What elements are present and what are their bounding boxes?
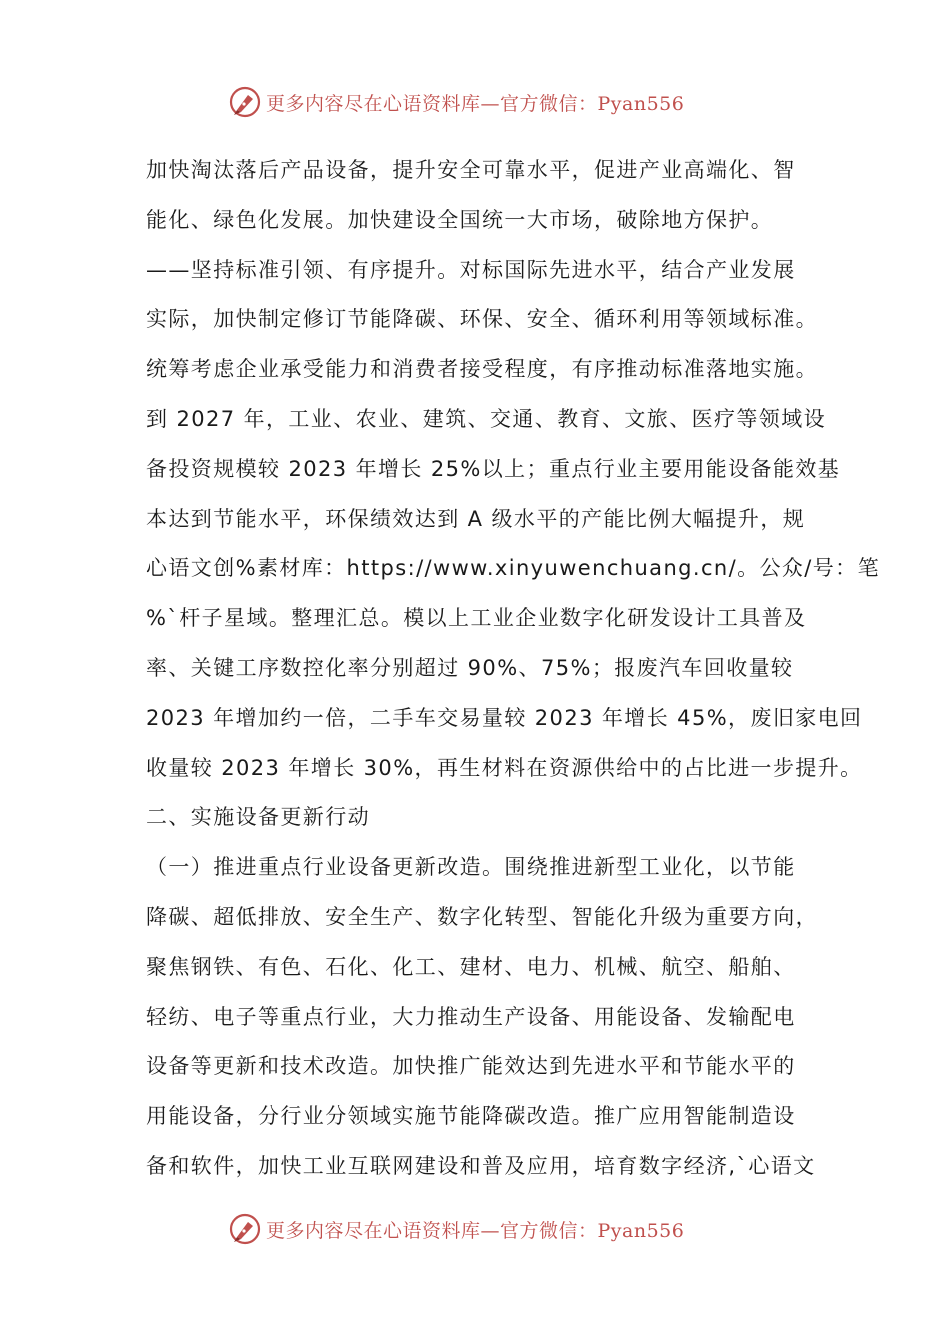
pen-nib-logo-icon xyxy=(228,1212,262,1246)
body-line: 收量较 2023 年增长 30%，再生材料在资源供给中的占比进一步提升。 xyxy=(146,755,863,780)
footer-watermark-banner xyxy=(228,1209,748,1249)
body-line: 能化、绿色化发展。加快建设全国统一大市场，破除地方保护。 xyxy=(146,207,774,232)
body-line: 加快淘汰落后产品设备，提升安全可靠水平，促进产业高端化、智 xyxy=(146,158,796,182)
body-line: 2023 年增加约一倍，二手车交易量较 2023 年增长 45%，废旧家电回 xyxy=(146,705,863,730)
body-line: 备和软件，加快工业互联网建设和普及应用，培育数字经济,`心语文 xyxy=(146,1153,816,1178)
body-line: %`杆子星域。整理汇总。模以上工业企业数字化研发设计工具普及 xyxy=(146,606,807,631)
body-line: 备投资规模较 2023 年增长 25%以上；重点行业主要用能设备能效基 xyxy=(146,456,841,481)
pen-nib-logo-icon xyxy=(228,85,262,119)
document-body xyxy=(146,146,880,1192)
body-line: 实际，加快制定修订节能降碳、环保、安全、循环利用等领域标准。 xyxy=(146,307,818,332)
section-heading: 二、实施设备更新行动 xyxy=(146,805,370,830)
header-watermark-banner xyxy=(228,82,748,122)
body-line: 降碳、超低排放、安全生产、数字化转型、智能化升级为重要方向， xyxy=(146,904,818,929)
body-line: 到 2027 年，工业、农业、建筑、交通、教育、文旅、医疗等领域设 xyxy=(146,406,826,431)
body-line: 设备等更新和技术改造。加快推广能效达到先进水平和节能水平的 xyxy=(146,1054,796,1079)
body-line: 本达到节能水平，环保绩效达到 A 级水平的产能比例大幅提升，规 xyxy=(146,506,806,531)
body-line: （一）推进重点行业设备更新改造。围绕推进新型工业化，以节能 xyxy=(146,855,796,880)
footer-watermark-text: 更多内容尽在心语资料库—官方微信：Pyan556 xyxy=(266,1219,685,1242)
header-watermark-text: 更多内容尽在心语资料库—官方微信：Pyan556 xyxy=(266,92,685,115)
body-line: 心语文创%素材库：https://www.xinyuwenchuang.cn/。公众/号：笔 xyxy=(146,556,880,581)
body-line: ——坚持标准引领、有序提升。对标国际先进水平，结合产业发展 xyxy=(146,257,796,282)
body-line: 统筹考虑企业承受能力和消费者接受程度，有序推动标准落地实施。 xyxy=(146,357,818,382)
body-line: 轻纺、电子等重点行业，大力推动生产设备、用能设备、发输配电 xyxy=(146,1004,796,1029)
body-line: 率、关键工序数控化率分别超过 90%、75%；报废汽车回收量较 xyxy=(146,655,794,680)
body-line: 用能设备，分行业分领域实施节能降碳改造。推广应用智能制造设 xyxy=(146,1104,796,1129)
body-line: 聚焦钢铁、有色、石化、化工、建材、电力、机械、航空、船舶、 xyxy=(146,954,796,979)
